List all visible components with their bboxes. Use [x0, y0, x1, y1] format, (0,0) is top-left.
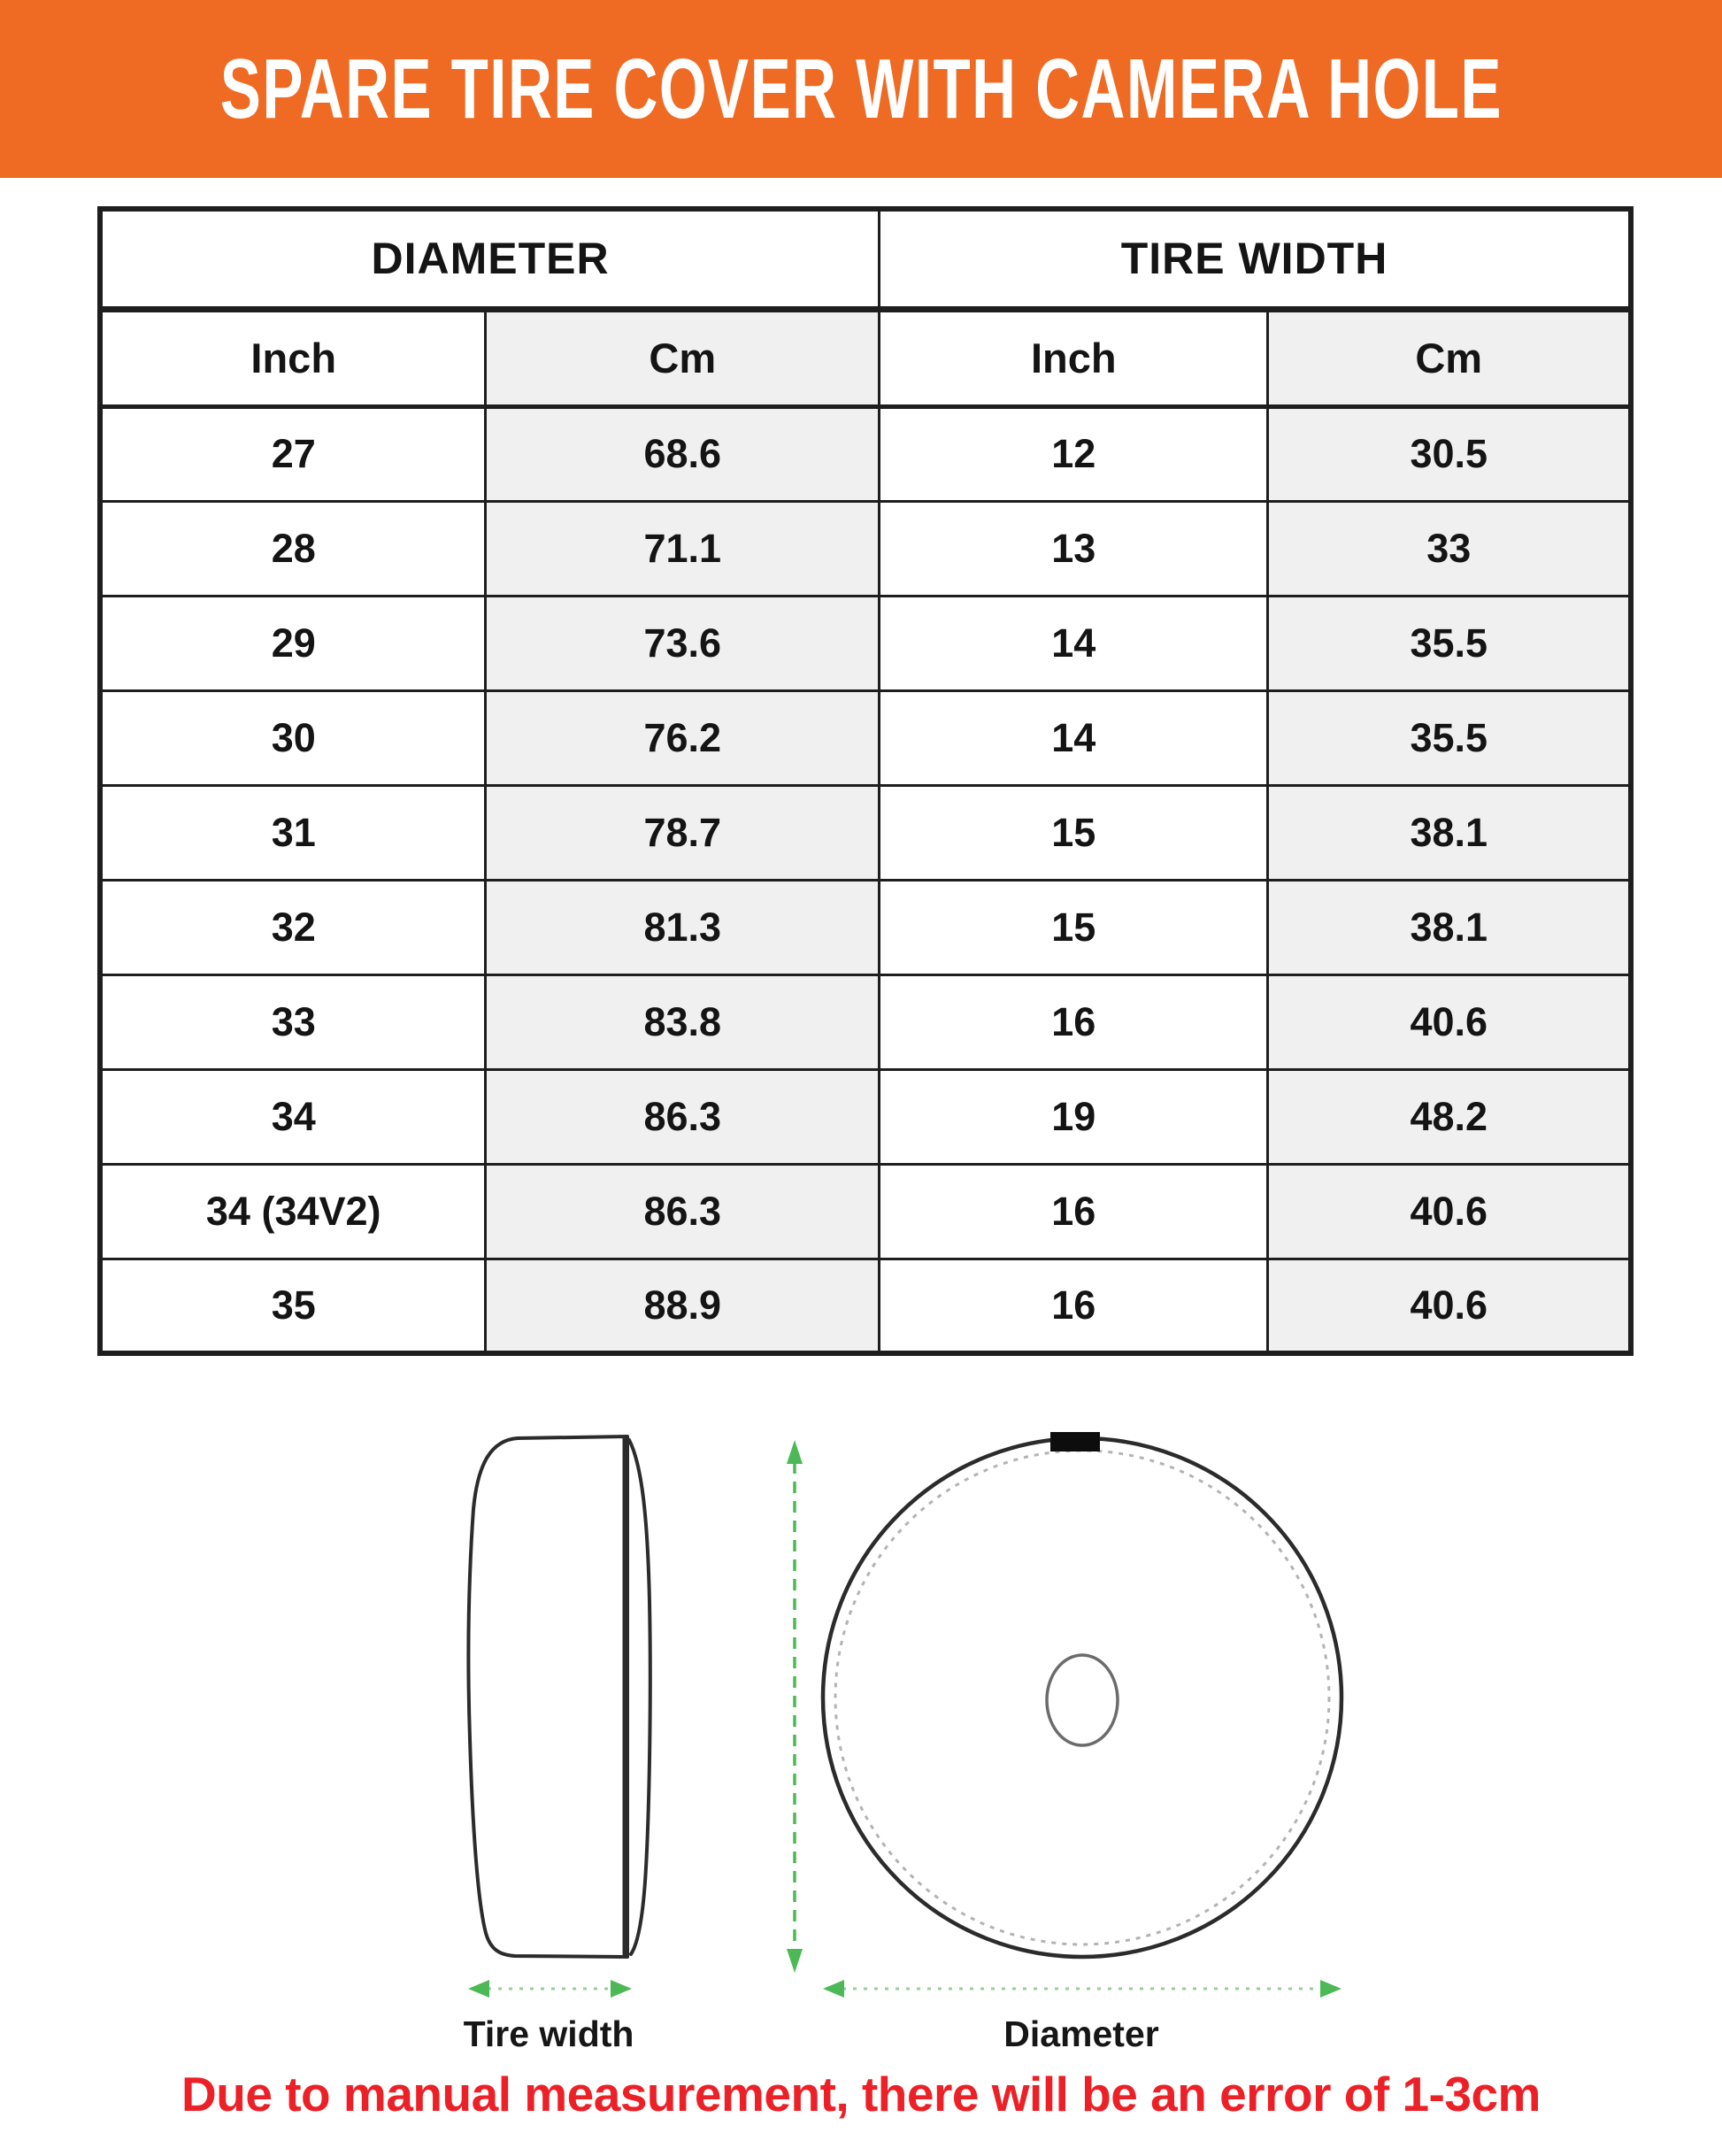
diameter-inch-cell: 27 — [100, 406, 486, 501]
diameter-inch-cell: 34 (34V2) — [100, 1164, 486, 1259]
width-inch-cell: 16 — [880, 1259, 1268, 1353]
column-group-tire-width: TIRE WIDTH — [880, 209, 1631, 309]
diameter-cm-cell: 83.8 — [486, 974, 880, 1069]
table-row — [100, 785, 1631, 880]
table-row — [100, 1069, 1631, 1164]
column-header-diameter-cm: Cm — [486, 309, 880, 406]
width-cm-cell: 33 — [1268, 501, 1631, 596]
size-chart-table — [97, 206, 1634, 1356]
width-cm-cell: 40.6 — [1268, 1259, 1631, 1353]
width-inch-cell: 15 — [880, 880, 1268, 974]
diameter-inch-cell: 33 — [100, 974, 486, 1069]
diameter-inch-cell: 35 — [100, 1259, 486, 1353]
table-row — [100, 1164, 1631, 1259]
width-cm-cell: 40.6 — [1268, 974, 1631, 1069]
arrow-left-icon — [468, 1980, 489, 1998]
center-hole — [1047, 1655, 1118, 1745]
diameter-inch-cell: 30 — [100, 690, 486, 785]
arrow-right-icon — [1320, 1980, 1341, 1998]
camera-hole-marker — [1050, 1432, 1100, 1451]
tire-width-label: Tire width — [463, 2014, 634, 2054]
tire-tread-contour — [629, 1440, 650, 1954]
table-row — [100, 880, 1631, 974]
column-header-width-inch: Inch — [880, 309, 1268, 406]
diameter-cm-cell: 88.9 — [486, 1259, 880, 1353]
diameter-cm-cell: 76.2 — [486, 690, 880, 785]
table-row — [100, 501, 1631, 596]
diameter-inch-cell: 32 — [100, 880, 486, 974]
size-chart — [97, 206, 1634, 1356]
column-header-width-cm: Cm — [1268, 309, 1631, 406]
measurement-diagram — [0, 1381, 1722, 2071]
tire-side-view-outline — [468, 1436, 627, 1957]
diameter-inch-cell: 34 — [100, 1069, 486, 1164]
width-inch-cell: 16 — [880, 974, 1268, 1069]
width-inch-cell: 14 — [880, 596, 1268, 690]
diameter-cm-cell: 78.7 — [486, 785, 880, 880]
page-title-text: SPARE TIRE COVER WITH CAMERA HOLE — [219, 41, 1503, 136]
width-cm-cell: 48.2 — [1268, 1069, 1631, 1164]
diameter-inch-cell: 28 — [100, 501, 486, 596]
width-cm-cell: 38.1 — [1268, 880, 1631, 974]
diameter-cm-cell: 86.3 — [486, 1069, 880, 1164]
table-group-header-row — [100, 209, 1631, 309]
table-row — [100, 974, 1631, 1069]
diameter-cm-cell: 86.3 — [486, 1164, 880, 1259]
page-title — [0, 41, 1722, 136]
arrow-left-icon — [823, 1980, 844, 1998]
column-group-diameter: DIAMETER — [100, 209, 880, 309]
table-row — [100, 596, 1631, 690]
width-cm-cell: 38.1 — [1268, 785, 1631, 880]
diameter-cm-cell: 73.6 — [486, 596, 880, 690]
diameter-inch-cell: 29 — [100, 596, 486, 690]
diameter-cm-cell: 68.6 — [486, 406, 880, 501]
diameter-inch-cell: 31 — [100, 785, 486, 880]
table-row — [100, 406, 1631, 501]
width-cm-cell: 35.5 — [1268, 596, 1631, 690]
arrow-down-icon — [787, 1949, 803, 1973]
width-inch-cell: 15 — [880, 785, 1268, 880]
width-cm-cell: 40.6 — [1268, 1164, 1631, 1259]
diameter-cm-cell: 71.1 — [486, 501, 880, 596]
width-cm-cell: 35.5 — [1268, 690, 1631, 785]
arrow-up-icon — [787, 1440, 803, 1464]
table-unit-header-row — [100, 309, 1631, 406]
column-header-diameter-inch: Inch — [100, 309, 486, 406]
arrow-right-icon — [611, 1980, 632, 1998]
width-inch-cell: 16 — [880, 1164, 1268, 1259]
width-inch-cell: 13 — [880, 501, 1268, 596]
diameter-cm-cell: 81.3 — [486, 880, 880, 974]
width-inch-cell: 14 — [880, 690, 1268, 785]
table-row — [100, 1259, 1631, 1353]
diameter-label: Diameter — [1003, 2014, 1159, 2054]
width-cm-cell: 30.5 — [1268, 406, 1631, 501]
measurement-note: Due to manual measurement, there will be an error of 1-3cm — [181, 2067, 1541, 2121]
width-inch-cell: 19 — [880, 1069, 1268, 1164]
width-inch-cell: 12 — [880, 406, 1268, 501]
table-row — [100, 690, 1631, 785]
header-banner — [0, 0, 1722, 178]
